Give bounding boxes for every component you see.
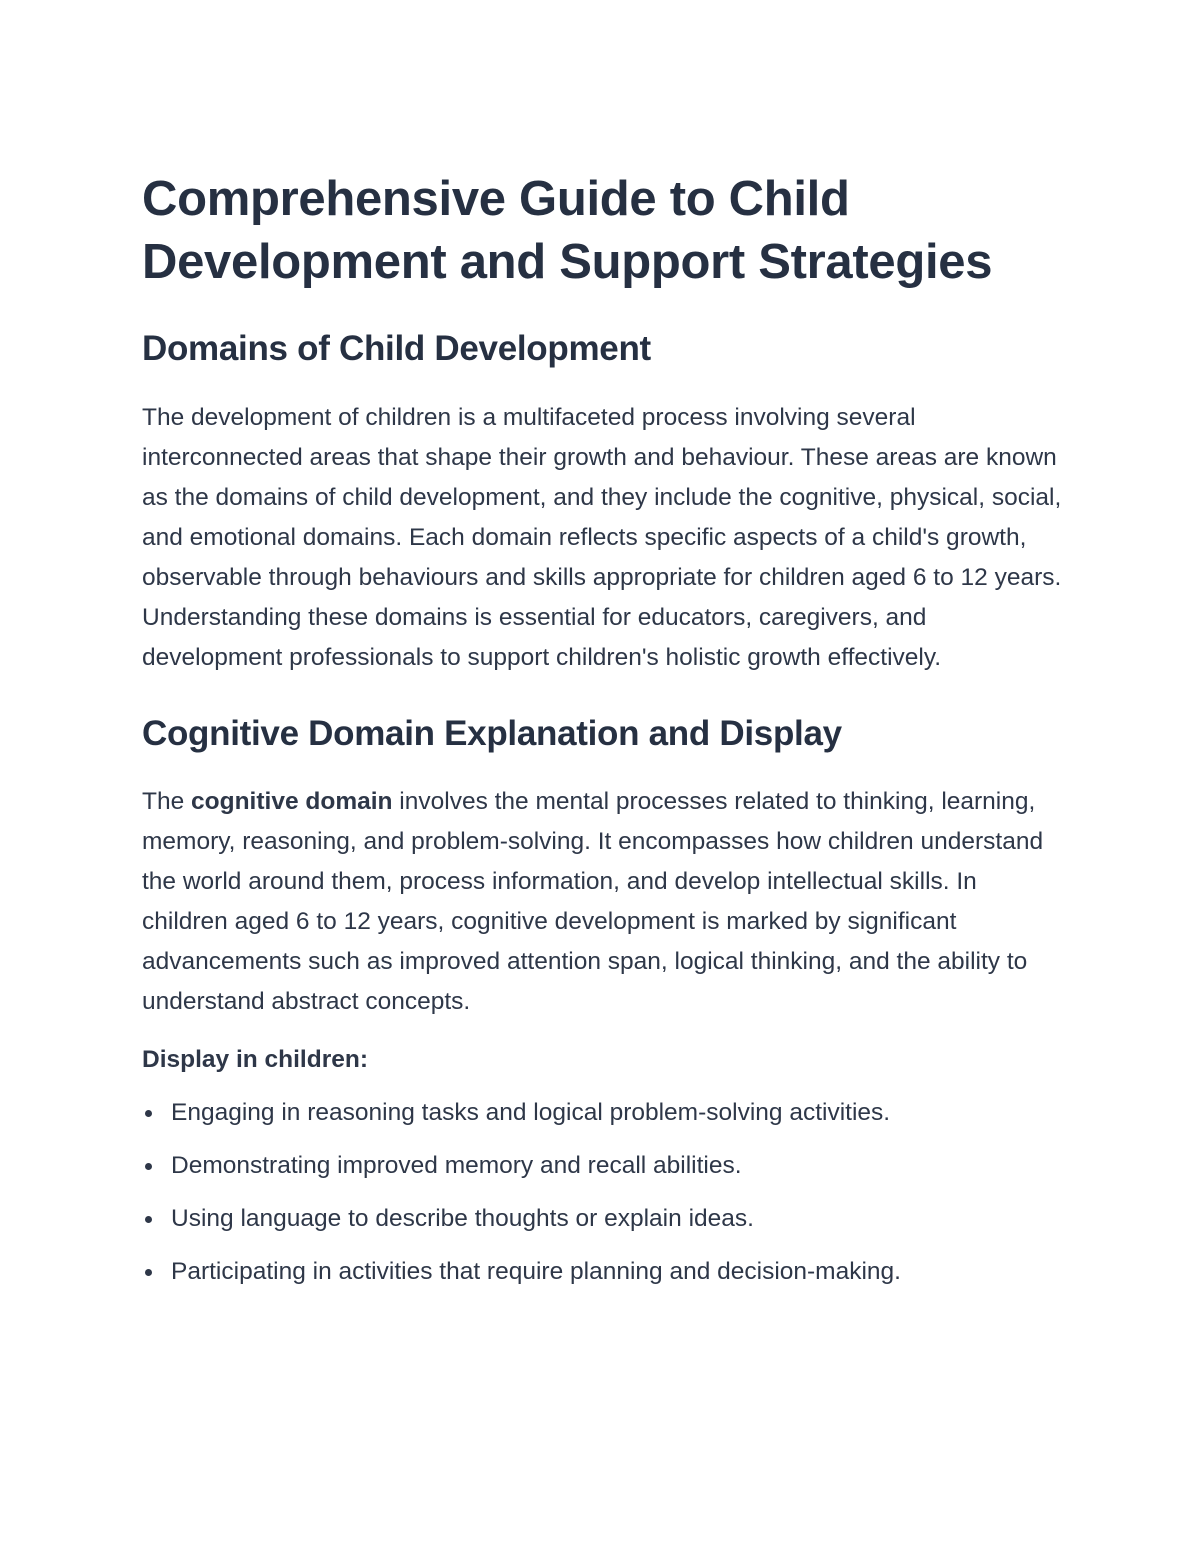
section-paragraph-cognitive <box>142 782 1062 1022</box>
section-heading-cognitive: Cognitive Domain Explanation and Display <box>142 714 842 753</box>
display-label: Display in children: <box>142 1046 368 1073</box>
paragraph-bold-term: cognitive domain <box>191 788 393 815</box>
list-item <box>142 1146 1062 1186</box>
list-item <box>142 1199 1062 1239</box>
paragraph-lead: The <box>142 788 192 815</box>
display-list <box>142 1093 1062 1292</box>
document-title: Comprehensive Guide to Child Development and Support Strategies <box>142 172 993 289</box>
paragraph-rest: involves the mental processes related to thinking, learning, memory, reasoning, and problem-solving. It encompasses how children understand the world around them, process information, and develop intellectual skills. In children aged 6 to 12 years, cognitive development is marked by significant advancements such as improved attention span, logical thinking, and the ability to understand abstract concepts. <box>142 788 1044 1015</box>
bullet-icon <box>145 1269 152 1276</box>
bullet-icon <box>145 1163 152 1170</box>
list-item-text: Demonstrating improved memory and recall abilities. <box>171 1152 742 1179</box>
list-item <box>142 1093 1062 1133</box>
section-heading-domains: Domains of Child Development <box>142 329 651 368</box>
section-paragraph-domains: The development of children is a multifaceted process involving several interconnected areas that shape their growth and behaviour. These areas are known as the domains of child development, and they include the cognitive, physical, social, and emotional domains. Each domain reflects specific aspects of a child's growth, observable through behaviours and skills appropriate for children aged 6 to 12 years. Understanding these domains is essential for educators, caregivers, and development professionals to support children's holistic growth effectively. <box>142 404 1062 671</box>
list-item-text: Engaging in reasoning tasks and logical problem-solving activities. <box>171 1099 891 1126</box>
bullet-icon <box>145 1110 152 1117</box>
list-item-text: Using language to describe thoughts or explain ideas. <box>171 1205 754 1232</box>
bullet-icon <box>145 1216 152 1223</box>
list-item <box>142 1252 1062 1292</box>
document-page <box>142 168 1062 1305</box>
list-item-text: Participating in activities that require planning and decision-making. <box>171 1258 901 1285</box>
